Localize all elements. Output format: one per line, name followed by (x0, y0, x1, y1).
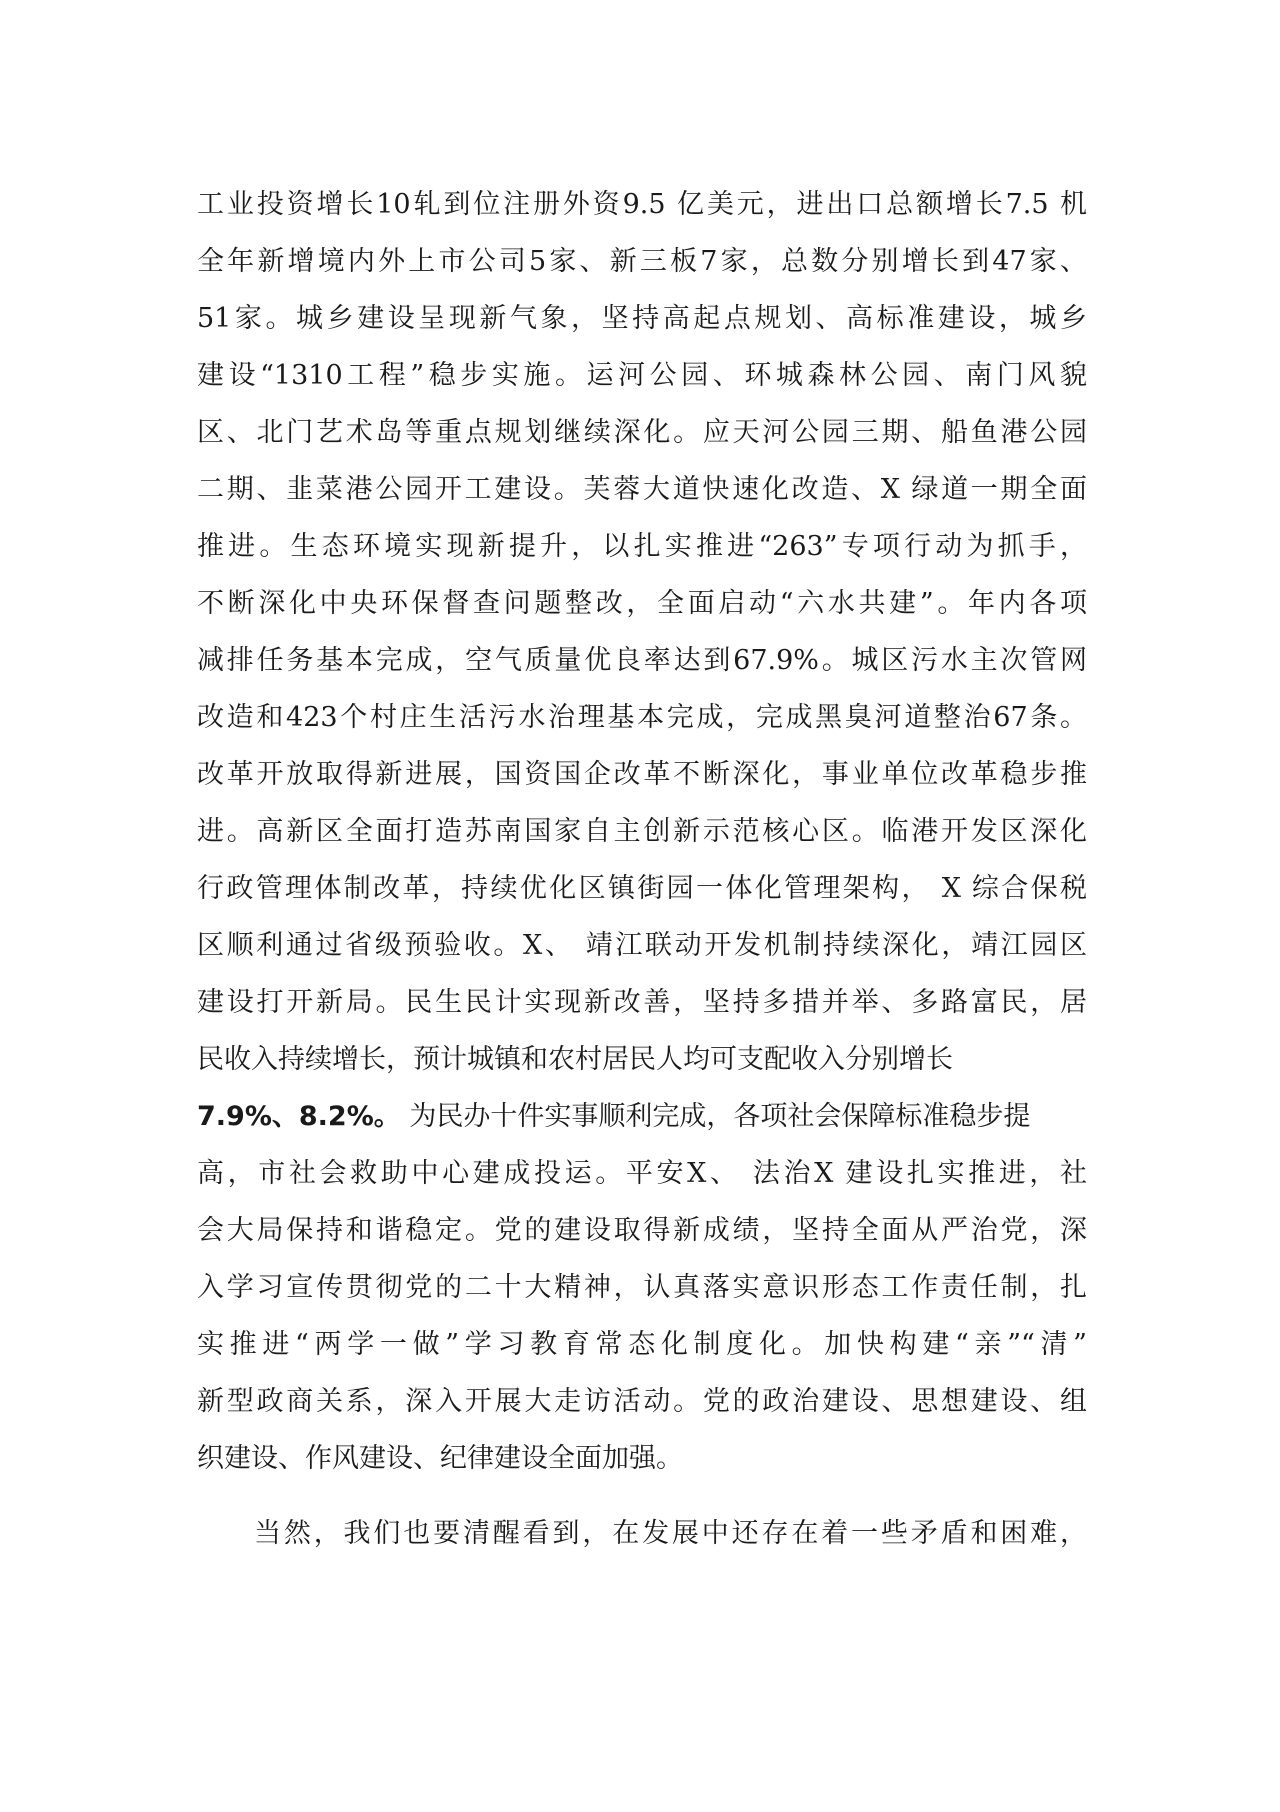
text-line: 二期、韭菜港公园开工建设。芙蓉大道快速化改造、X 绿道一期全面 (197, 474, 1087, 505)
text-line: 民收入持续增长，预计城镇和农村居民人均可支配收入分别增长 (197, 1044, 953, 1075)
text-fragment: 为民办十件实事顺利完成，各项社会保障标准稳步提 (400, 1101, 1031, 1132)
paragraph-first-line: 当然，我们也要清醒看到，在发展中还存在着一些矛盾和困难， (254, 1518, 1087, 1549)
text-line: 建设打开新局。民生民计实现新改善，坚持多措并举、多路富民，居 (197, 987, 1087, 1018)
paragraph-gap (197, 1487, 1087, 1505)
text-line: 工业投资增长10轧到位注册外资9.5 亿美元，进出口总额增长7.5 机 (197, 189, 1087, 220)
text-line: 高，市社会救助中心建成投运。平安X、 法治X 建设扎实推进，社 (197, 1158, 1087, 1189)
text-line: 行政管理体制改革，持续优化区镇街园一体化管理架构， X 综合保税 (197, 873, 1087, 904)
text-line: 区、北门艺术岛等重点规划继续深化。应天河公园三期、船鱼港公园 (197, 417, 1087, 448)
text-line: 入学习宣传贯彻党的二十大精神，认真落实意识形态工作责任制，扎 (197, 1272, 1087, 1303)
text-line: 全年新增境内外上市公司5家、新三板7家，总数分别增长到47家、 (197, 246, 1087, 277)
text-line: 实推进“两学一做”学习教育常态化制度化。加快构建“亲”“清” (197, 1329, 1087, 1360)
text-line: 推进。生态环境实现新提升，以扎实推进“263”专项行动为抓手， (197, 531, 1087, 562)
text-line: 改造和423个村庄生活污水治理基本完成，完成黑臭河道整治67条。 (197, 702, 1087, 733)
text-line: 区顺利通过省级预验收。X、 靖江联动开发机制持续深化，靖江园区 (197, 930, 1087, 961)
text-line: 织建设、作风建设、纪律建设全面加强。 (197, 1443, 683, 1474)
text-line: 不断深化中央环保督查问题整改，全面启动“六水共建”。年内各项 (197, 588, 1087, 619)
text-line-with-figures (197, 1088, 1087, 1145)
text-line: 会大局保持和谐稳定。党的建设取得新成绩，坚持全面从严治党，深 (197, 1215, 1087, 1246)
text-line: 51家。城乡建设呈现新气象，坚持高起点规划、高标准建设，城乡 (197, 303, 1087, 334)
text-line: 减排任务基本完成，空气质量优良率达到67.9%。城区污水主次管网 (197, 645, 1087, 676)
text-line: 新型政商关系，深入开展大走访活动。党的政治建设、思想建设、组 (197, 1386, 1087, 1417)
text-line: 建设“1310工程”稳步实施。运河公园、环城森林公园、南门风貌 (197, 360, 1087, 391)
text-line: 进。高新区全面打造苏南国家自主创新示范核心区。临港开发区深化 (197, 816, 1087, 847)
text-line: 改革开放取得新进展，国资国企改革不断深化，事业单位改革稳步推 (197, 759, 1087, 790)
document-body (197, 176, 1087, 1562)
bold-income-figures: 7.9%、8.2%。 (197, 1101, 401, 1132)
